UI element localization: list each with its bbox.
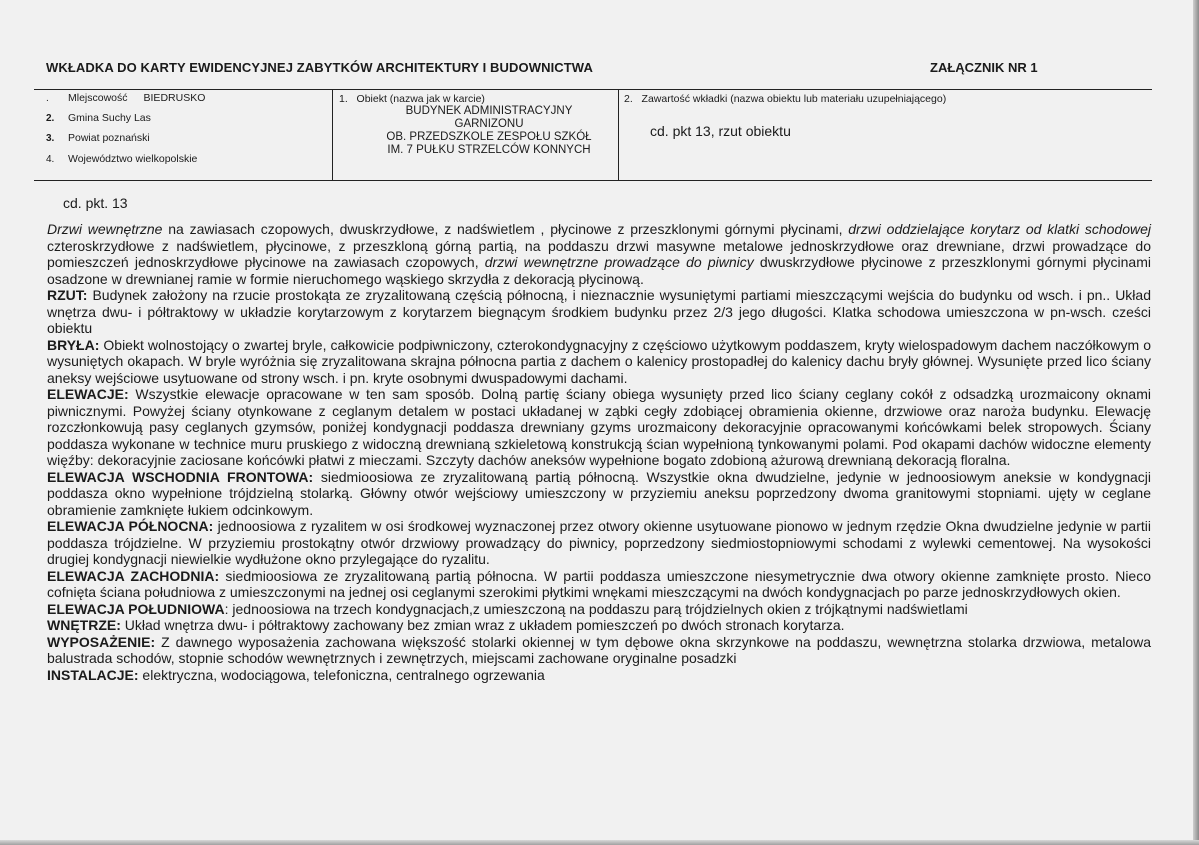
object-label [339, 93, 485, 105]
object-name-line: IM. 7 PUŁKU STRZELCÓW KONNYCH [387, 144, 591, 156]
object-name [344, 105, 634, 157]
location-county [46, 132, 150, 144]
paragraph-text: Wszystkie elewacje opracowane w ten sam sposób. Dolną partię ściany obiega wysunięty przed lico ściany ceglany cokół z odsadzką urozmaicony oknami piwnicznymi. Powyżej ściany otynkowane z ceglanym detalem w postaci układanej w ząbki cegły zdobiącej obramienia okienne, drzwiowe oraz naroża budynku. Elewację rozczłonkowują pasy ceglanych gzymsów, poniżej kondygnacji poddasza drewniany gzyms urozmaicony dekoracyjnie opracowanymi końcówkami belek stropowych. Ściany poddasza wykonane w technice muru pruskiego z widoczną drewnianą szkieletową konstrukcją ścian wypełnioną tynkowanymi polami. Pod okapami dachów widoczne elementy więźby: dekoracyjnie zaciosane końcówki płatwi z mieczami. Szczyty dachów aneksów wypełnione bogato zdobioną ażurową drewnianą dekoracją floralna. [47, 386, 1151, 468]
field-number: 2. [46, 113, 55, 124]
section-label: cd. pkt. 13 [63, 195, 128, 211]
east-elevation-paragraph [47, 469, 1151, 519]
emphasis: Drzwi wewnętrzne [47, 221, 163, 237]
paragraph-text: jednoosiowa z ryzalitem w osi środkowej wyznaczonej przez otwory okienne usytuowane pionowo w jednym rzędzie Okna dwudzielne jedynie w partii poddasza trójdzielne. W przyziemiu prostokątny otwór drzwiowy prowadzący do piwnicy, poprzedzony siedmiostopniowymi schodami z wylewki cementowej. Na wysokości drugiej kondygnacji niewielkie wydłużone okno przylegające do ryzalitu. [47, 518, 1151, 567]
scan-edge-bottom [0, 840, 1199, 845]
description-body [47, 221, 1151, 683]
interior-paragraph [47, 617, 1151, 634]
paragraph-heading: WNĘTRZE: [47, 617, 121, 633]
north-elevation-paragraph [47, 518, 1151, 568]
field-value: wielkopolskie [135, 153, 198, 165]
paragraph-heading: BRYŁA: [47, 336, 100, 353]
paragraph-heading: ELEWACJA POŁUDNIOWA [47, 600, 225, 617]
doors-paragraph [47, 221, 1151, 287]
field-label: Mlejscowość [68, 92, 128, 104]
attachment-number: ZAŁĄCZNIK NR 1 [930, 60, 1038, 75]
location-commune [46, 112, 151, 124]
west-elevation-paragraph [47, 568, 1151, 601]
paragraph-text: Z dawnego wyposażenia zachowana większość stolarki okiennej w tym dębowe okna skrzynkowe na poddaszu, wewnętrzna stolarka drzwiowa, metalowa balustrada schodów, stopnie schodów wewnętrznych i zewnętrzych, miejscami zachowane oryginalne posadzki [47, 633, 1151, 666]
plan-paragraph [47, 287, 1151, 337]
field-label: Województwo [68, 153, 133, 165]
field-label: Zawartość wkładki (nazwa obiektu lub materiału uzupełniającego) [641, 93, 947, 105]
paragraph-heading: INSTALACJE: [47, 666, 139, 683]
document-title: WKŁADKA DO KARTY EWIDENCYJNEJ ZABYTKÓW ARCHITEKTURY I BUDOWNICTWA [46, 60, 593, 75]
field-number: 1. [339, 93, 348, 105]
paragraph-text: siedmioosiowa ze zryzalitowaną partią północna. W partii poddasza umieszczone niesymetrycznie dwa otwory okienne zamknięte prosto. Nieco cofnięta ściana południowa z umieszczonymi na jednej osi ceglanymi szerokimi płytkimi wnękami mieszczącymi na dwóch kondygnacjach po parze jednoskrzydłowych okien. [47, 567, 1151, 600]
installations-paragraph [47, 667, 1151, 684]
header-form-box [34, 89, 1152, 181]
object-name-line: GARNIZONU [454, 118, 524, 130]
field-number: . [46, 93, 49, 104]
column-divider [332, 90, 333, 180]
paragraph-text: Obiekt wolnostojący o zwartej bryle, całkowicie podpiwniczony, czterokondygnacyjny z częściowo użytkowym poddaszem, kryty wielospadowym dachem naczółkowym o wysuniętych okapach. W bryle wyróżnia się zryzalitowana skrajna północna partia z dachem o kalenicy prostopadłej do kalenicy dachu bryły głównej. Wysunięte przed lico ściany aneksy wejściowe usytuowane od strony wsch. i pn. kryte osobnymi dwuspadowymi dachami. [47, 336, 1151, 386]
location-town [46, 92, 205, 104]
field-value: Suchy Las [101, 112, 151, 124]
elevations-paragraph [47, 386, 1151, 469]
paragraph-text: : jednoosiowa na trzech kondygnacjach,z umieszczoną na poddaszu parą trójdzielnych okien z trójkątnymi nadświetlami [224, 600, 968, 617]
paragraph-text: dwuskrzydłowe płycinowe z przeszklonymi górnymi płycinami osadzone w drewnianej ramie w formie nieruchomego wąskiego skrzydła z dekoracją płycinową. [47, 254, 1151, 287]
field-label: Powiat [68, 132, 100, 144]
paragraph-text: siedmioosiowa ze zryzalitowaną partią północną. Wszystkie okna dwudzielne, jedynie w jednoosiowym aneksie w kondygnacji poddasza okno wypełnione trójdzielną stolarką. Główny otwór wejściowy umieszczony w przyziemiu aneksu poprzedzony dwoma granitowymi stopniami. ujęty w ceglane obramienie zamknięte łukiem odcinkowym. [47, 468, 1151, 518]
paragraph-heading: ELEWACJE: [47, 386, 129, 402]
field-value: BIEDRUSKO [143, 92, 206, 104]
field-number: 2. [624, 93, 633, 105]
furnishings-paragraph [47, 634, 1151, 667]
south-elevation-paragraph [47, 601, 1151, 618]
object-name-line: OB. PRZEDSZKOLE ZESPOŁU SZKÓŁ [386, 131, 592, 143]
paragraph-heading: WYPOSAŻENIE: [47, 633, 156, 650]
paragraph-heading: ELEWACJA PÓŁNOCNA: [47, 518, 214, 534]
paragraph-text: elektryczna, wodociągowa, telefoniczna, centralnego ogrzewania [138, 666, 545, 683]
emphasis: drzwi oddzielające korytarz od klatki schodowej [848, 221, 1151, 237]
object-name-line: BUDYNEK ADMINISTRACYJNY [405, 105, 573, 117]
paragraph-heading: RZUT: [47, 287, 88, 303]
contents-value: cd. pkt 13, rzut obiektu [650, 123, 791, 139]
field-label: Gmina [68, 112, 99, 124]
paragraph-heading: ELEWACJA ZACHODNIA: [47, 567, 220, 584]
emphasis: drzwi wewnętrzne prowadzące do piwnicy [484, 254, 754, 270]
field-value: poznański [102, 132, 150, 144]
field-label: Obiekt (nazwa jak w karcie) [356, 93, 485, 105]
scan-edge-right [1193, 0, 1199, 845]
location-voivodeship [46, 153, 197, 165]
paragraph-text: Układ wnętrza dwu- i półtraktowy zachowany bez zmian wraz z układem pomieszczeń po dwóch stronach korytarza. [120, 617, 845, 633]
contents-label [624, 93, 946, 105]
paragraph-text: Budynek założony na rzucie prostokąta ze zryzalitowaną częścią północną, i nieznacznie wysuniętymi partiami mieszczącymi wejścia do budynku od wsch. i pn.. Układ wnętrza dwu- i półtraktowy w układzie korytarzowym z korytarzem biegnącym środkiem budynku przez 2/3 jego długości. Klatka schodowa umieszczona w pn-wsch. cześci obiektu [47, 287, 1151, 336]
paragraph-heading: ELEWACJA WSCHODNIA FRONTOWA: [47, 468, 314, 485]
paragraph-text: na zawiasach czopowych, dwuskrzydłowe, z nadświetlem , płycinowe z przeszklonymi górnymi płycinami, [162, 221, 849, 237]
field-number: 3. [46, 133, 55, 144]
field-number: 4. [46, 154, 55, 165]
paragraph-text: czteroskrzydłowe z nadświetlem, płycinowe, z przeszkloną górną partią, na poddaszu drzwi masywne metalowe jednoskrzydłowe oraz drewniane, drzwi prowadzące do pomieszczeń jednoskrzydłowe płycinowe na zawiasach czopowych, [47, 237, 1151, 270]
massing-paragraph [47, 337, 1151, 387]
